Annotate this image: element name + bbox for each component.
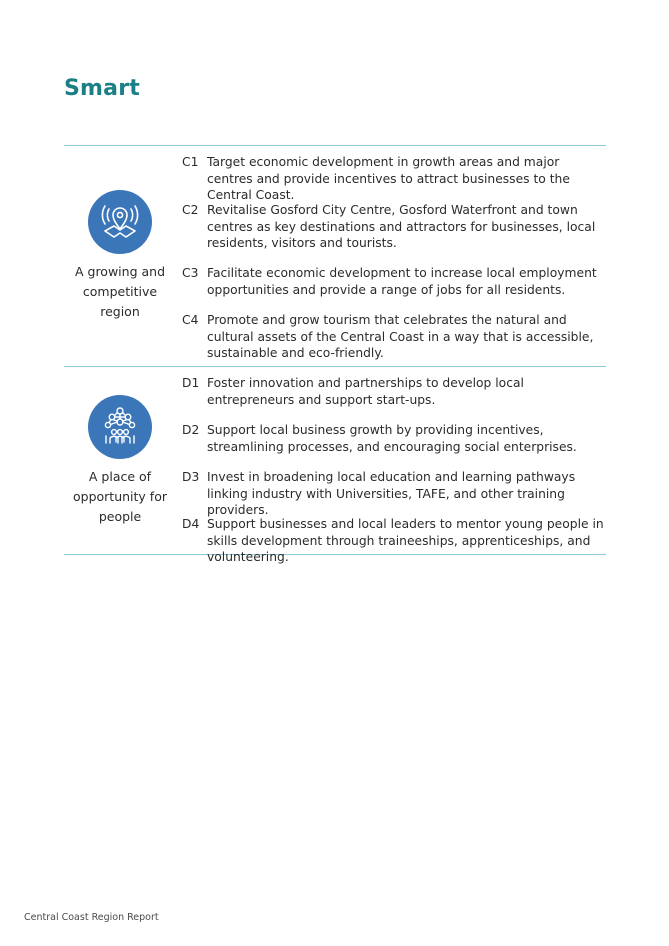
- action-code: D2: [182, 423, 200, 437]
- people-network-icon: [88, 395, 152, 459]
- action-code: C4: [182, 313, 199, 327]
- theme-column: [64, 146, 176, 366]
- strategy-table: [64, 145, 606, 565]
- action-code: D4: [182, 517, 200, 531]
- action-code: C3: [182, 266, 199, 280]
- action-code: C2: [182, 203, 199, 217]
- theme-label: A place of opportunity for people: [73, 469, 167, 524]
- page-footer: Central Coast Region Report: [24, 912, 159, 923]
- action-text: Support businesses and local leaders to mentor young people in skills development through traineeships, apprenticeships, and volunteering.: [207, 517, 604, 565]
- action-text: Revitalise Gosford City Centre, Gosford Waterfront and town centres as key destinations and attractors for businesses, local residents, visitors and tourists.: [207, 203, 596, 251]
- theme-section-growing-region: [64, 146, 606, 366]
- theme-label: A growing and competitive region: [74, 264, 165, 319]
- location-pin-map-icon: [88, 190, 152, 254]
- theme-section-opportunity: [64, 367, 606, 565]
- action-text: Support local business growth by providing incentives, streamlining processes, and encouraging social enterprises.: [207, 423, 577, 454]
- action-code: D1: [182, 376, 200, 390]
- action-code: D3: [182, 470, 200, 484]
- action-text: Promote and grow tourism that celebrates the natural and cultural assets of the Central Coast in a way that is accessible, sustainable and eco-friendly.: [207, 313, 594, 361]
- page-title: Smart: [64, 76, 140, 101]
- action-code: C1: [182, 155, 199, 169]
- theme-column: [64, 367, 176, 554]
- action-text: Invest in broadening local education and learning pathways linking industry with Universities, TAFE, and other training providers.: [207, 470, 576, 518]
- action-text: Foster innovation and partnerships to develop local entrepreneurs and support start-ups.: [207, 376, 524, 407]
- action-text: Facilitate economic development to increase local employment opportunities and provide a range of jobs for all residents.: [207, 266, 597, 297]
- action-text: Target economic development in growth areas and major centres and provide incentives to attract businesses to the Central Coast.: [207, 155, 570, 203]
